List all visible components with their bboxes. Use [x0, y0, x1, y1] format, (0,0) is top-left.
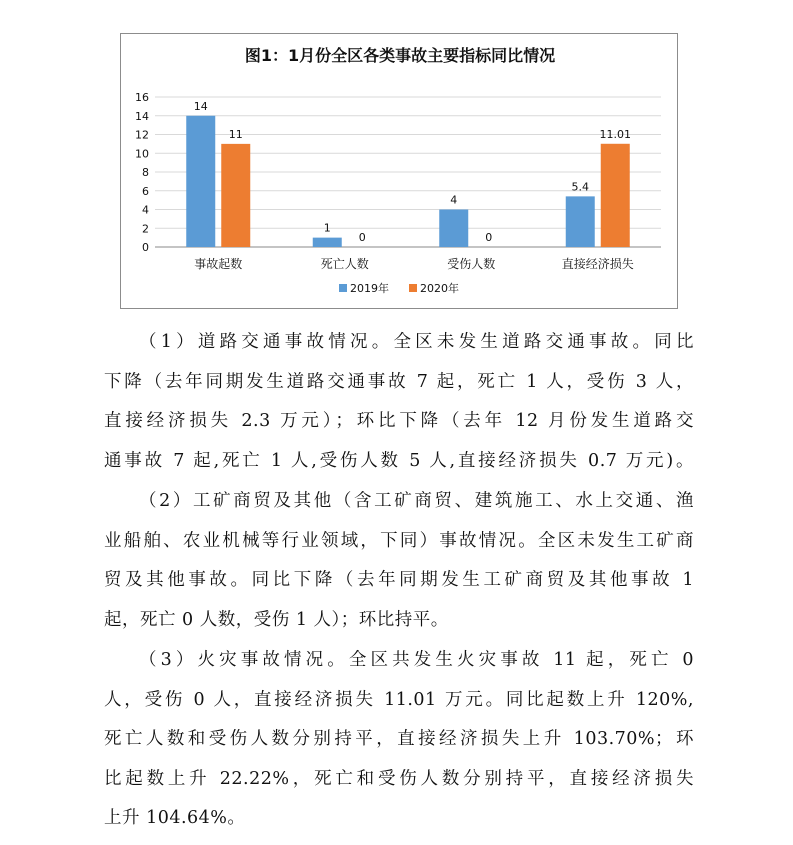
chart-title: 图1：1月份全区各类事故主要指标同比情况	[244, 46, 556, 65]
x-category-label: 受伤人数	[447, 257, 496, 271]
legend-label: 2020年	[420, 282, 459, 295]
data-label: 11	[228, 127, 243, 141]
y-tick-label: 10	[135, 147, 149, 161]
text-line: 上升 104.64%。	[104, 808, 246, 829]
y-tick-label: 8	[142, 166, 149, 179]
paragraph-fire	[104, 641, 694, 839]
x-category-label: 死亡人数	[320, 257, 369, 271]
legend-swatch	[409, 284, 417, 292]
bar	[566, 196, 595, 247]
text-line: 比起数上升 22.22%，死亡和受伤人数分别持平，直接经济损失	[104, 768, 694, 789]
chart-legend	[339, 281, 459, 295]
text-line: 直接经济损失 2.3 万元）；环比下降（去年 12 月份发生道路交	[104, 411, 694, 432]
paragraph-industry-trade	[104, 482, 694, 640]
bar	[313, 238, 342, 247]
bar	[221, 144, 250, 247]
paragraph-road-traffic	[104, 323, 694, 481]
y-tick-label: 6	[142, 184, 149, 198]
data-label: 1	[323, 221, 331, 235]
data-label: 5.4	[571, 180, 589, 194]
text-line: 下降（去年同期发生道路交通事故 7 起，死亡 1 人，受伤 3 人，	[104, 371, 694, 392]
data-label: 0	[358, 231, 366, 244]
y-tick-label: 12	[135, 128, 149, 142]
bar-chart	[121, 34, 679, 310]
text-line: 人，受伤 0 人，直接经济损失 11.01 万元。同比起数上升 120%,	[104, 689, 694, 710]
y-tick-label: 2	[142, 222, 149, 236]
y-tick-label: 0	[142, 241, 149, 254]
y-tick-label: 14	[135, 109, 149, 123]
data-label: 11.01	[599, 127, 631, 141]
bar	[601, 144, 630, 247]
chart-figure	[120, 33, 678, 309]
y-tick-label: 16	[135, 91, 149, 104]
legend-swatch	[339, 284, 347, 292]
legend-label: 2019年	[350, 282, 389, 295]
x-category-label: 直接经济损失	[561, 257, 634, 271]
text-line: 死亡人数和受伤人数分别持平，直接经济损失上升 103.70%；环	[104, 729, 694, 750]
text-line: （2）工矿商贸及其他（含工矿商贸、建筑施工、水上交通、渔	[139, 491, 694, 511]
text-line: 起，死亡 0 人数，受伤 1 人）；环比持平。	[104, 609, 449, 630]
data-label: 14	[193, 99, 208, 113]
text-line: 贸及其他事故。同比下降（去年同期发生工矿商贸及其他事故 1	[104, 570, 694, 591]
bar	[439, 210, 468, 248]
text-line: （1）道路交通事故情况。全区未发生道路交通事故。同比	[139, 332, 694, 352]
data-label: 0	[485, 231, 493, 244]
data-label: 4	[450, 193, 458, 207]
y-tick-label: 4	[142, 203, 149, 217]
x-category-label: 事故起数	[194, 257, 243, 271]
text-line: 通事故 7 起,死亡 1 人,受伤人数 5 人,直接经济损失 0.7 万元)。	[104, 450, 694, 471]
text-line: （3）火灾事故情况。全区共发生火灾事故 11 起，死亡 0	[139, 650, 694, 670]
text-line: 业船舶、农业机械等行业领域，下同）事故情况。全区未发生工矿商	[104, 530, 694, 551]
bars	[186, 116, 630, 247]
bar	[186, 116, 215, 247]
